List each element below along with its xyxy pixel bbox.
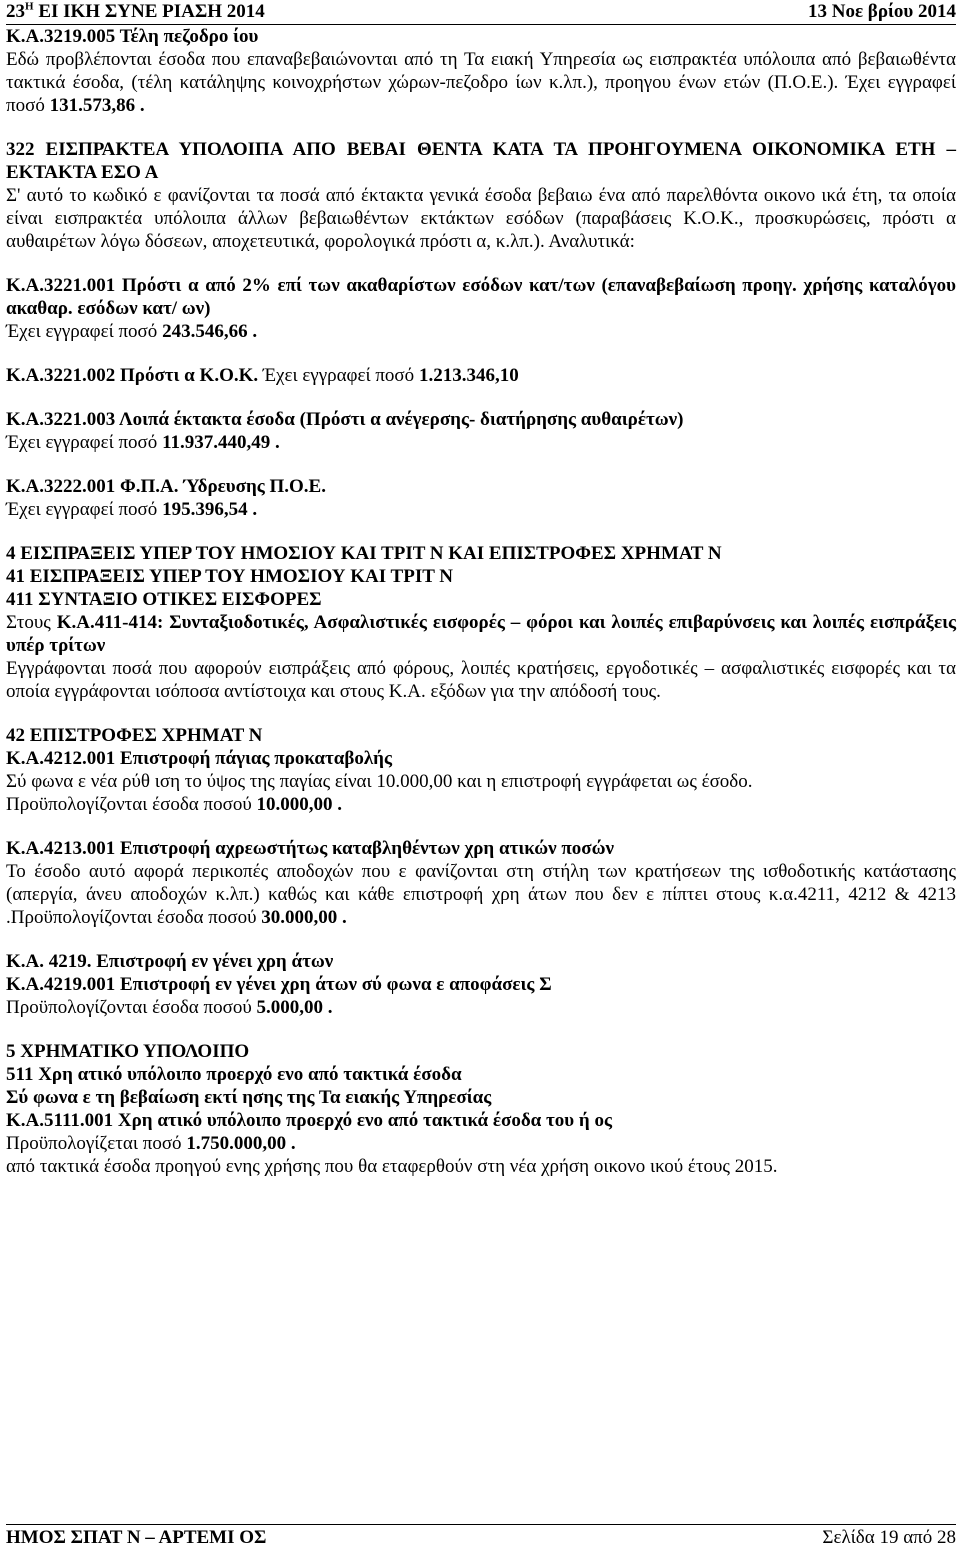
ka4213-amount: 30.000,00 . xyxy=(261,907,347,928)
ka3221-002-line: Κ.Α.3221.002 Πρόστι α Κ.Ο.Κ. Έχει εγγραφεί ποσό 1.213.346,10 xyxy=(6,365,519,386)
ka5111-amount-line: Προϋπολογίζεται ποσό 1.750.000,00 . xyxy=(6,1133,296,1154)
section-4-title: 4 ΕΙΣΠΡΑΞΕΙΣ ΥΠΕΡ ΤΟΥ ΗΜΟΣΙΟΥ ΚΑΙ ΤΡΙΤ Ν ΚΑΙ ΕΠΙΣΤΡΟΦΕΣ ΧΡΗΜΑΤ Ν xyxy=(6,543,722,564)
ka3219-title: Κ.Α.3219.005 Τέλη πεζοδρο ίου xyxy=(6,26,259,47)
footer-municipality: ΗΜΟΣ ΣΠΑΤ Ν – ΑΡΤΕΜΙ ΟΣ xyxy=(6,1527,267,1548)
ka4219-001-title: Κ.Α.4219.001 Επιστροφή εν γένει χρη άτων σύ φωνα ε αποφάσεις Σ xyxy=(6,974,552,995)
ka3221-003-amount: 11.937.440,49 . xyxy=(162,432,280,453)
ka3221-003-amount-line: Έχει εγγραφεί ποσό 11.937.440,49 . xyxy=(6,432,280,453)
ka5111-title: Κ.Α.5111.001 Χρη ατικό υπόλοιπο προερχό ενο από τακτικά έσοδα του ή ος xyxy=(6,1110,612,1131)
ka4219-title: Κ.Α. 4219. Επιστροφή εν γένει χρη άτων xyxy=(6,951,334,972)
ka3221-001-amount: 243.546,66 . xyxy=(162,321,258,342)
header-meeting: $23^H$ ΕΙ ΙΚΗ ΣΥΝΕ ΡΙΑΣΗ 2014 xyxy=(6,0,265,22)
ka4212-amount-line: Προϋπολογίζονται έσοδα ποσού 10.000,00 . xyxy=(6,794,342,815)
ka3221-001-amount-line: Έχει εγγραφεί ποσό 243.546,66 . xyxy=(6,321,258,342)
ka4213-text: Το έσοδο αυτό αφορά περικοπές αποδοχών που ε φανίζονται στη στήλη των κρατήσεων της ισθοδοτικής κατάστασης (απεργία, άνευ αποδοχών κ.λπ.) καθώς και κάθε επιστροφή χρη άτων που δεν ε πίπτει στους κ.α.4211, 4212 & 4213 .Προϋπολογίζονται έσοδα ποσού 30.000,00 . xyxy=(6,861,956,928)
footer-page-number: Σελίδα 19 από 28 xyxy=(822,1527,956,1548)
section-511-title: 511 Χρη ατικό υπόλοιπο προερχό ενο από τακτικά έσοδα xyxy=(6,1064,462,1085)
document-page xyxy=(6,0,956,1178)
ka3221-002-title: Κ.Α.3221.002 Πρόστι α Κ.Ο.Κ. xyxy=(6,365,259,386)
section-42-title: 42 ΕΠΙΣΤΡΟΦΕΣ ΧΡΗΜΑΤ Ν xyxy=(6,725,263,746)
header-date: 13 Νοε βρίου 2014 xyxy=(807,1,956,22)
ka4219-amount: 5.000,00 . xyxy=(256,997,333,1018)
section-511-subtitle: Σύ φωνα ε τη βεβαίωση εκτί ησης της Τα ειακής Υπηρεσίας xyxy=(6,1087,492,1108)
ka5111-text: από τακτικά έσοδα προηγού ενης χρήσης που θα εταφερθούν στη νέα χρήση οικονο ικού έτους 2015. xyxy=(6,1156,778,1177)
ka3221-001-title: Κ.Α.3221.001 Πρόστι α από 2% επί των ακαθαρίστων εσόδων κατ/των (επαναβεβαίωση προηγ. χρήσης καταλόγου ακαθαρ. εσόδων κατ/ ων) xyxy=(6,275,956,319)
page-header xyxy=(6,0,956,25)
section-322-title: 322 ΕΙΣΠΡΑΚΤΕΑ ΥΠΟΛΟΙΠΑ ΑΠΟ ΒΕΒΑΙ ΘΕΝΤΑ ΚΑΤΑ ΤΑ ΠΡΟΗΓΟΥΜΕΝΑ ΟΙΚΟΝΟΜΙΚΑ ΕΤΗ – ΕΚΤΑΚΤΑ ΕΣΟ Α xyxy=(6,139,956,183)
section-5-title: 5 ΧΡΗΜΑΤΙΚΟ ΥΠΟΛΟΙΠΟ xyxy=(6,1041,250,1062)
ka4212-amount: 10.000,00 . xyxy=(256,794,342,815)
ka3219-text: Εδώ προβλέπονται έσοδα που επαναβεβαιώνονται από τη Τα ειακή Υπηρεσία ως εισπρακτέα υπόλοιπα από βεβαιωθέντα τακτικά έσοδα, (τέλη κατάληψης κοινοχρήστων χώρων-πεζοδρο ίων κ.λπ.), προηγου ένων ετών (Π.Ο.Ε.). Έχει εγγραφεί ποσό 131.573,86 . xyxy=(6,49,956,116)
ka4219-amount-line: Προϋπολογίζονται έσοδα ποσού 5.000,00 . xyxy=(6,997,333,1018)
page-footer xyxy=(6,1524,956,1551)
ka3219-amount: 131.573,86 . xyxy=(49,95,145,116)
section-322-text: Σ' αυτό το κωδικό ε φανίζονται τα ποσά από έκτακτα γενικά έσοδα βεβαιω ένα από παρελθόντα οικονο ικά έτη, τα οποία είναι εισπρακτέα υπόλοιπα άλλων βεβαιωθέντων εκτάκτων εσόδων (παραβάσεις Κ.Ο.Κ., προσκυρώσεις, πρόστι α αυθαιρέτων λόγω δόσεων, αποχετευτικά, φορολογικά πρόστι α, κ.λπ.). Αναλυτικά: xyxy=(6,185,956,252)
section-41-title: 41 ΕΙΣΠΡΑΞΕΙΣ ΥΠΕΡ ΤΟΥ ΗΜΟΣΙΟΥ ΚΑΙ ΤΡΙΤ Ν xyxy=(6,566,454,587)
section-411-codes: Στους Κ.Α.411-414: Συνταξιοδοτικές, Ασφαλιστικές εισφορές – φόροι και λοιπές επιβαρύνσεις και λοιπές εισπράξεις υπέρ τρίτων xyxy=(6,612,956,656)
ka3222-001-amount-line: Έχει εγγραφεί ποσό 195.396,54 . xyxy=(6,499,258,520)
ka4212-title: Κ.Α.4212.001 Επιστροφή πάγιας προκαταβολής xyxy=(6,748,392,769)
ka3221-003-title: Κ.Α.3221.003 Λοιπά έκτακτα έσοδα (Πρόστι α ανέγερσης- διατήρησης αυθαιρέτων) xyxy=(6,409,684,430)
ka5111-amount: 1.750.000,00 . xyxy=(186,1133,296,1154)
ka3222-001-title: Κ.Α.3222.001 Φ.Π.Α. Ύδρευσης Π.Ο.Ε. xyxy=(6,476,326,497)
section-411-title: 411 ΣΥΝΤΑΞΙΟ ΟΤΙΚΕΣ ΕΙΣΦΟΡΕΣ xyxy=(6,589,322,610)
ka3221-002-amount: 1.213.346,10 xyxy=(418,365,519,386)
ka3222-001-amount: 195.396,54 . xyxy=(162,499,258,520)
ka4213-title: Κ.Α.4213.001 Επιστροφή αχρεωστήτως καταβληθέντων χρη ατικών ποσών xyxy=(6,838,614,859)
ka4212-text: Σύ φωνα ε νέα ρύθ ιση το ύψος της παγίας είναι 10.000,00 και η επιστροφή εγγράφεται ως έσοδο. xyxy=(6,771,753,792)
section-411-text: Εγγράφονται ποσά που αφορούν εισπράξεις από φόρους, λοιπές κρατήσεις, εργοδοτικές – ασφαλιστικές εισφορές και τα οποία εγγράφονται ισόποσα αντίστοιχα και στους Κ.Α. εξόδων για την απόδοσή τους. xyxy=(6,658,956,702)
